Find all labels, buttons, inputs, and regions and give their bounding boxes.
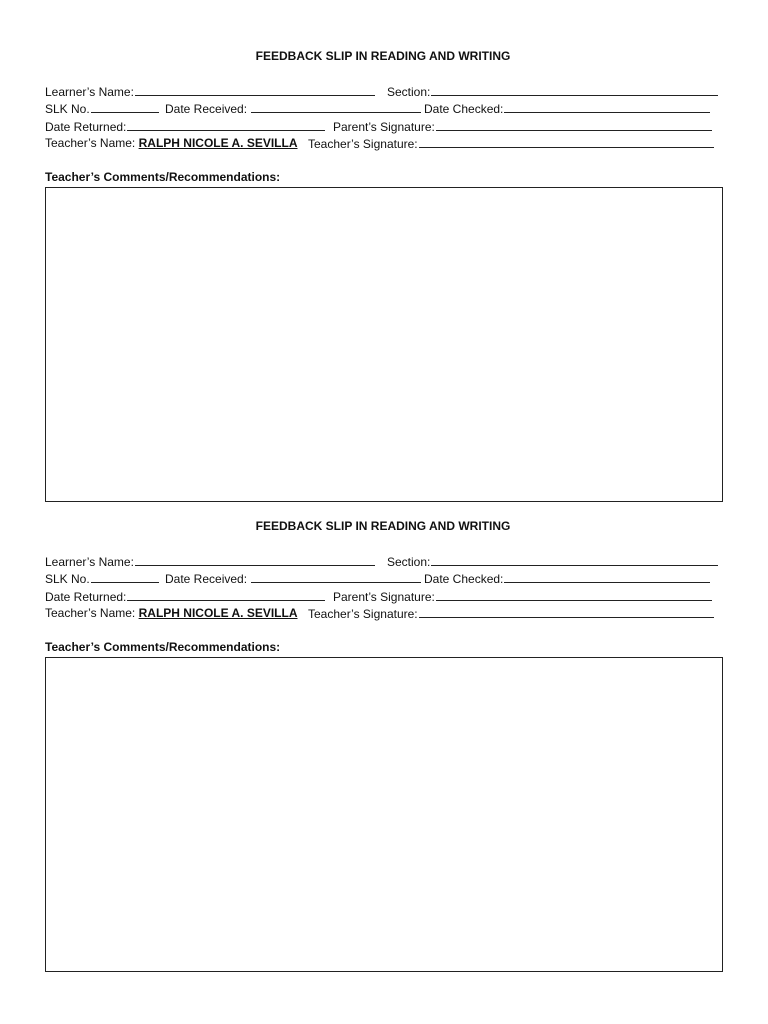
parent-signature-label: Parent’s Signature: — [333, 119, 435, 134]
date-received-field[interactable] — [251, 570, 421, 583]
learner-name-field[interactable] — [135, 83, 375, 96]
learner-name-field[interactable] — [135, 553, 375, 566]
teacher-signature-field[interactable] — [419, 605, 714, 618]
comments-label: Teacher’s Comments/Recommendations: — [45, 640, 281, 655]
date-received-label: Date Received: — [165, 572, 248, 587]
teacher-signature-field[interactable] — [419, 135, 714, 148]
slk-field[interactable] — [91, 570, 159, 583]
date-checked-label: Date Checked: — [424, 102, 504, 117]
slk-dates-row — [45, 570, 723, 587]
section-field[interactable] — [431, 83, 718, 96]
date-returned-label: Date Returned: — [45, 119, 127, 134]
learner-section-row — [45, 553, 723, 570]
date-checked-label: Date Checked: — [424, 572, 504, 587]
slk-field[interactable] — [91, 100, 159, 113]
date-checked-field[interactable] — [504, 570, 710, 583]
teacher-signature-label: Teacher’s Signature: — [308, 136, 418, 151]
slip-title: FEEDBACK SLIP IN READING AND WRITING — [255, 519, 511, 533]
section-label: Section: — [387, 85, 431, 99]
teacher-name-value: RALPH NICOLE A. SEVILLA — [138, 135, 298, 150]
teacher-row — [45, 605, 723, 622]
returned-parent-row — [45, 118, 723, 135]
parent-signature-field[interactable] — [436, 118, 712, 131]
teacher-name-label: Teacher’s Name: — [45, 605, 136, 620]
learner-section-row — [45, 83, 723, 100]
section-label: Section: — [387, 555, 431, 569]
learner-name-label: Learner’s Name: — [45, 555, 134, 569]
parent-signature-field[interactable] — [436, 588, 712, 601]
teacher-name-label: Teacher’s Name: — [45, 135, 136, 150]
date-received-field[interactable] — [251, 100, 421, 113]
comments-box[interactable] — [45, 657, 723, 972]
teacher-name-value: RALPH NICOLE A. SEVILLA — [138, 605, 298, 620]
date-checked-field[interactable] — [504, 100, 710, 113]
teacher-row — [45, 135, 723, 152]
slk-dates-row — [45, 100, 723, 117]
section-field[interactable] — [431, 553, 718, 566]
feedback-slip-1 — [45, 48, 723, 502]
slk-label: SLK No. — [45, 572, 90, 587]
date-returned-field[interactable] — [127, 118, 325, 131]
learner-name-label: Learner’s Name: — [45, 85, 134, 99]
parent-signature-label: Parent’s Signature: — [333, 589, 435, 604]
date-returned-field[interactable] — [127, 588, 325, 601]
teacher-signature-label: Teacher’s Signature: — [308, 606, 418, 621]
slk-label: SLK No. — [45, 102, 90, 117]
comments-label: Teacher’s Comments/Recommendations: — [45, 170, 281, 185]
feedback-slip-2 — [45, 518, 723, 972]
returned-parent-row — [45, 588, 723, 605]
date-returned-label: Date Returned: — [45, 589, 127, 604]
slip-title: FEEDBACK SLIP IN READING AND WRITING — [255, 49, 511, 63]
date-received-label: Date Received: — [165, 102, 248, 117]
comments-box[interactable] — [45, 187, 723, 502]
